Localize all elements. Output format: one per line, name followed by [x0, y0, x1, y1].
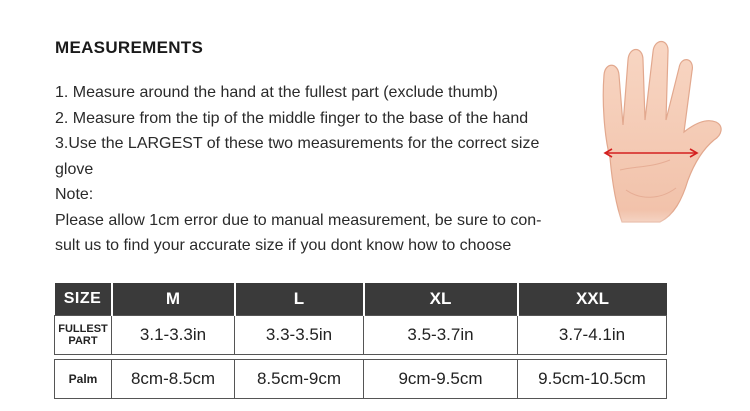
instruction-line: glove [55, 160, 94, 178]
header-xxl: XXL [518, 283, 667, 316]
header-xl: XL [364, 283, 518, 316]
header-m: M [112, 283, 235, 316]
table-cell: 9cm-9.5cm [364, 360, 518, 399]
row-label-line: FULLEST [58, 323, 108, 335]
size-table [54, 283, 667, 399]
instruction-line: Please allow 1cm error due to manual measurement, be sure to con- [55, 211, 542, 229]
row-label-line: PART [68, 335, 98, 347]
table-header-row [55, 283, 667, 316]
table-cell: 9.5cm-10.5cm [518, 360, 667, 399]
table-cell: 3.3-3.5in [235, 316, 364, 355]
table-cell: 3.5-3.7in [364, 316, 518, 355]
table-cell: 8cm-8.5cm [112, 360, 235, 399]
row-label-palm: Palm [55, 360, 112, 399]
instructions [55, 80, 605, 259]
instruction-line: 1. Measure around the hand at the fullest part (exclude thumb) [55, 84, 498, 101]
table-row [55, 316, 667, 355]
instruction-line: Note: [55, 186, 94, 203]
table-cell: 8.5cm-9cm [235, 360, 364, 399]
instruction-line: 3.Use the LARGEST of these two measurements for the correct size [55, 135, 540, 152]
hand-illustration-icon [590, 40, 740, 250]
instruction-line: sult us to find your accurate size if you dont know how to choose [55, 237, 512, 254]
header-size: SIZE [55, 283, 112, 316]
table-cell: 3.1-3.3in [112, 316, 235, 355]
page-title: MEASUREMENTS [55, 38, 204, 57]
table-cell: 3.7-4.1in [518, 316, 667, 355]
table-row [55, 360, 667, 399]
header-l: L [235, 283, 364, 316]
instruction-line: 2. Measure from the tip of the middle finger to the base of the hand [55, 109, 529, 127]
row-label-fullest-part [55, 316, 112, 355]
